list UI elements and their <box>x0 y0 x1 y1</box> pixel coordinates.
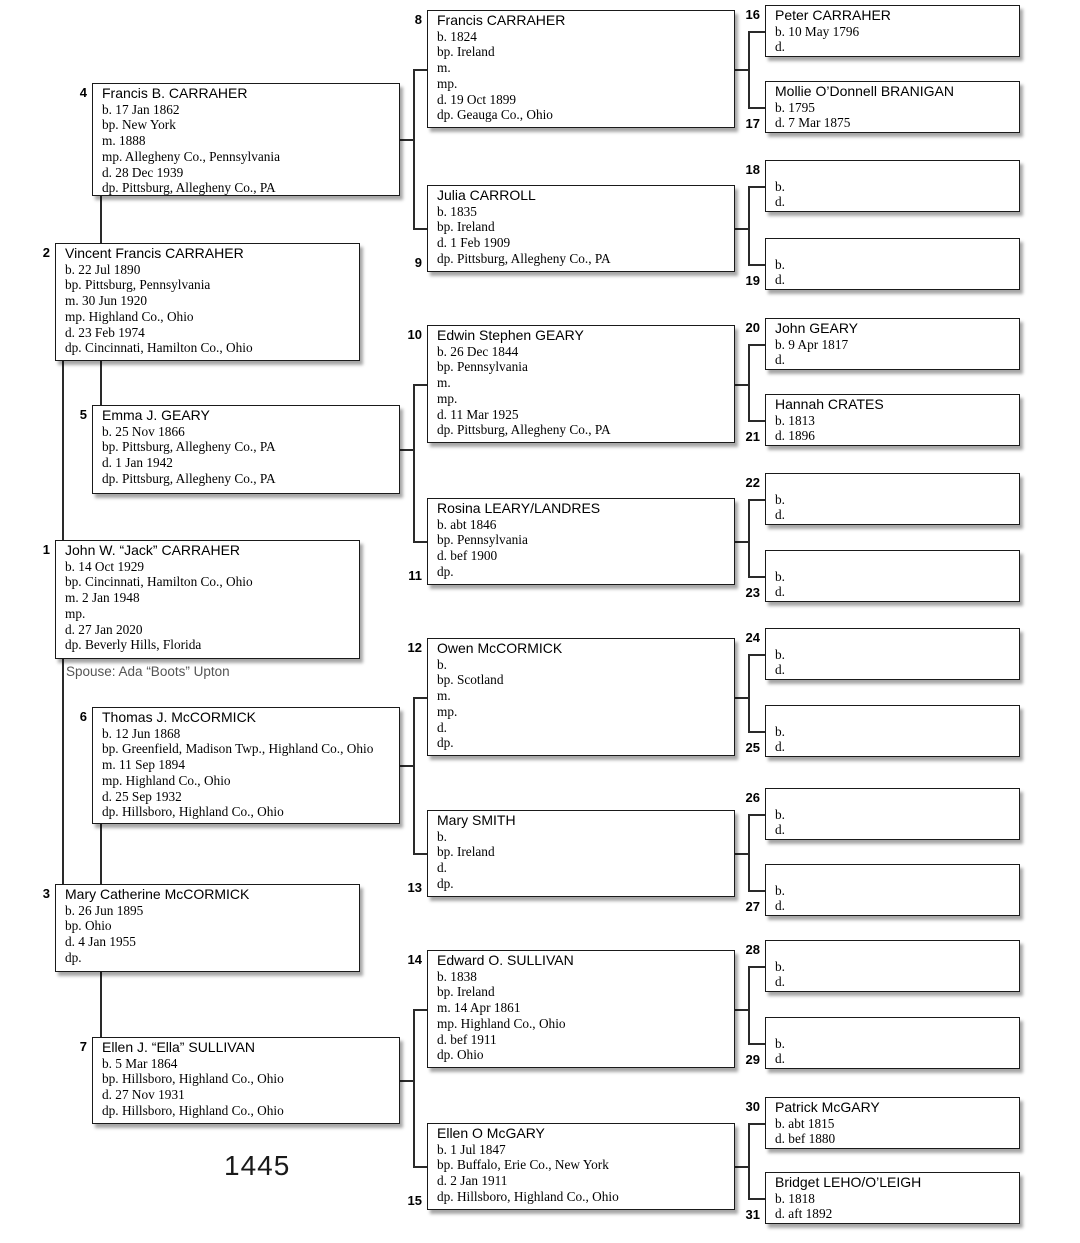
person-name <box>775 1020 1013 1036</box>
person-name: Mary SMITH <box>437 812 516 828</box>
connector-line <box>748 1198 765 1200</box>
person-detail: b. 1818 <box>775 1190 815 1206</box>
person-number-24: 24 <box>745 630 760 645</box>
person-box-3 <box>55 884 360 972</box>
person-detail: dp. <box>437 563 454 579</box>
person-number-19: 19 <box>745 273 760 288</box>
connector-line <box>413 1009 427 1011</box>
person-name <box>775 943 1013 959</box>
person-number-14: 14 <box>407 952 422 967</box>
connector-line <box>748 890 765 892</box>
person-detail: bp. Pennsylvania <box>437 532 528 548</box>
person-detail: d. aft 1892 <box>775 1206 833 1222</box>
connector-line <box>100 824 102 884</box>
person-detail: mp. Allegheny Co., Pennsylvania <box>102 148 281 164</box>
person-box-9 <box>427 185 735 272</box>
person-detail: dp. Hillsboro, Highland Co., Ohio <box>102 804 284 820</box>
person-detail: dp. <box>437 735 454 751</box>
person-name: Hannah CRATES <box>775 396 884 412</box>
connector-line <box>400 139 413 141</box>
person-detail: b. <box>775 256 785 272</box>
person-detail: d. 19 Oct 1899 <box>437 91 517 107</box>
connector-line <box>400 1080 413 1082</box>
connector-line <box>748 186 765 188</box>
person-detail: bp. Hillsboro, Highland Co., Ohio <box>102 1071 284 1087</box>
person-detail: b. 26 Jun 1895 <box>65 902 144 918</box>
person-detail: dp. Hillsboro, Highland Co., Ohio <box>102 1102 284 1118</box>
person-detail: d. 25 Sep 1932 <box>102 788 182 804</box>
person-detail: b. abt 1815 <box>775 1115 835 1131</box>
connector-line <box>748 1123 765 1125</box>
person-detail: b. <box>775 723 785 739</box>
connector-line <box>413 69 415 228</box>
person-detail: d. <box>775 974 785 990</box>
person-name: John W. “Jack” CARRAHER <box>65 542 241 558</box>
person-name: Julia CARROLL <box>437 187 536 203</box>
person-box-19 <box>765 238 1020 290</box>
person-detail: dp. Pittsburg, Allegheny Co., PA <box>437 250 611 266</box>
connector-line <box>748 31 750 107</box>
person-name: Rosina LEARY/LANDRES <box>437 500 601 516</box>
person-box-18 <box>765 160 1020 212</box>
person-name: John GEARY <box>775 320 859 336</box>
person-number-8: 8 <box>414 12 422 27</box>
person-detail: d. <box>775 822 785 838</box>
person-detail: b. <box>775 806 785 822</box>
person-detail: bp. Greenfield, Madison Twp., Highland Co., Ohio <box>102 741 374 757</box>
person-detail: b. <box>775 958 785 974</box>
person-name: Ellen O McGARY <box>437 1125 545 1141</box>
page-number: 1445 <box>224 1150 291 1181</box>
person-name <box>775 631 1013 647</box>
person-detail: bp. Buffalo, Erie Co., New York <box>437 1157 609 1173</box>
person-name: Bridget LEHO/O’LEIGH <box>775 1174 922 1190</box>
person-name: Vincent Francis CARRAHER <box>65 245 244 261</box>
person-detail: bp. Scotland <box>437 672 504 688</box>
person-detail: d. 27 Nov 1931 <box>102 1087 185 1103</box>
connector-line <box>413 1166 427 1168</box>
person-box-11 <box>427 498 735 585</box>
person-number-9: 9 <box>414 255 422 270</box>
person-detail: d. <box>775 507 785 523</box>
person-detail: b. 14 Oct 1929 <box>65 558 145 574</box>
person-detail: m. <box>437 375 451 391</box>
person-detail: dp. <box>437 875 454 891</box>
person-name: Mollie O’Donnell BRANIGAN <box>775 83 954 99</box>
person-detail: bp. New York <box>102 117 176 133</box>
person-name <box>775 791 1013 807</box>
person-number-25: 25 <box>745 740 760 755</box>
person-name: Edwin Stephen GEARY <box>437 327 584 343</box>
connector-line <box>400 449 413 451</box>
person-box-27 <box>765 864 1020 916</box>
person-box-2 <box>55 243 360 361</box>
person-number-22: 22 <box>745 475 760 490</box>
connector-line <box>735 69 748 71</box>
person-detail: b. <box>775 1035 785 1051</box>
person-box-21 <box>765 394 1020 446</box>
connector-line <box>735 228 748 230</box>
connector-line <box>413 1009 415 1166</box>
person-box-28 <box>765 940 1020 992</box>
person-detail: d. <box>775 662 785 678</box>
connector-line <box>748 966 765 968</box>
person-number-12: 12 <box>407 640 422 655</box>
person-number-6: 6 <box>79 709 87 724</box>
connector-line <box>413 697 427 699</box>
person-name <box>775 476 1013 492</box>
person-detail: m. 2 Jan 1948 <box>65 590 140 606</box>
person-name <box>775 867 1013 883</box>
person-box-16 <box>765 5 1020 57</box>
connector-line <box>735 1009 748 1011</box>
person-detail: b. 9 Apr 1817 <box>775 336 849 352</box>
person-detail: bp. Ohio <box>65 918 112 934</box>
person-detail: d. 1 Jan 1942 <box>102 455 173 471</box>
person-number-11: 11 <box>408 568 422 583</box>
person-detail: dp. Hillsboro, Highland Co., Ohio <box>437 1188 619 1204</box>
person-detail: b. <box>437 828 447 844</box>
person-detail: b. 25 Nov 1866 <box>102 423 185 439</box>
person-box-10 <box>427 325 735 443</box>
person-box-29 <box>765 1017 1020 1069</box>
connector-line <box>748 654 750 731</box>
person-detail: bp. Pittsburg, Pennsylvania <box>65 277 211 293</box>
connector-line <box>748 107 765 109</box>
person-detail: dp. Pittsburg, Allegheny Co., PA <box>102 180 276 196</box>
person-detail: m. <box>437 60 451 76</box>
person-detail: dp. Cincinnati, Hamilton Co., Ohio <box>65 340 253 356</box>
person-name <box>775 241 1013 257</box>
person-box-31 <box>765 1172 1020 1224</box>
connector-line <box>748 499 765 501</box>
person-detail: d. <box>437 719 447 735</box>
person-number-30: 30 <box>745 1099 760 1114</box>
person-detail: d. 2 Jan 1911 <box>437 1173 508 1189</box>
person-detail: d. 4 Jan 1955 <box>65 934 136 950</box>
connector-line <box>748 966 750 1043</box>
person-box-30 <box>765 1097 1020 1149</box>
person-name: Owen McCORMICK <box>437 640 563 656</box>
connector-line <box>735 1166 748 1168</box>
person-detail: d. <box>775 1051 785 1067</box>
person-number-16: 16 <box>745 7 760 22</box>
person-number-26: 26 <box>745 790 760 805</box>
spouse-note: Spouse: Ada “Boots” Upton <box>66 664 230 679</box>
person-detail: b. abt 1846 <box>437 516 497 532</box>
person-detail: b. 26 Dec 1844 <box>437 343 519 359</box>
person-detail: d. <box>775 352 785 368</box>
person-box-4 <box>92 83 400 196</box>
person-name: Patrick McGARY <box>775 1099 880 1115</box>
connector-line <box>62 361 64 540</box>
person-detail: bp. Ireland <box>437 219 495 235</box>
connector-line <box>413 384 427 386</box>
person-detail: dp. Ohio <box>437 1047 484 1063</box>
person-detail: d. <box>775 898 785 914</box>
connector-line <box>400 765 413 767</box>
person-detail: b. <box>775 568 785 584</box>
person-number-29: 29 <box>745 1052 760 1067</box>
person-detail: dp. Geauga Co., Ohio <box>437 107 553 123</box>
person-detail: b. 1 Jul 1847 <box>437 1141 506 1157</box>
person-detail: bp. Cincinnati, Hamilton Co., Ohio <box>65 574 253 590</box>
person-box-5 <box>92 405 400 494</box>
person-number-20: 20 <box>745 320 760 335</box>
person-detail: bp. Ireland <box>437 44 495 60</box>
person-detail: d. <box>775 194 785 210</box>
connector-line <box>100 971 102 1037</box>
person-box-20 <box>765 318 1020 370</box>
person-box-7 <box>92 1037 400 1124</box>
person-box-6 <box>92 707 400 824</box>
person-name: Francis CARRAHER <box>437 12 566 28</box>
person-name: Thomas J. McCORMICK <box>102 709 257 725</box>
person-number-5: 5 <box>79 407 87 422</box>
person-number-31: 31 <box>745 1207 760 1222</box>
connector-line <box>748 814 750 890</box>
person-detail: bp. Ireland <box>437 844 495 860</box>
person-detail: dp. <box>65 949 82 965</box>
person-detail: d. 1896 <box>775 428 815 444</box>
person-detail: b. 1835 <box>437 203 477 219</box>
connector-line <box>748 344 750 420</box>
person-detail: b. <box>437 656 447 672</box>
person-number-27: 27 <box>745 899 760 914</box>
person-number-7: 7 <box>79 1039 87 1054</box>
connector-line <box>748 654 765 656</box>
person-detail: b. <box>775 646 785 662</box>
person-number-15: 15 <box>407 1193 422 1208</box>
person-number-4: 4 <box>79 85 87 100</box>
person-detail: b. <box>775 178 785 194</box>
person-detail: bp. Pittsburg, Allegheny Co., PA <box>102 439 276 455</box>
connector-line <box>748 31 765 33</box>
person-box-24 <box>765 628 1020 680</box>
person-detail: b. 1795 <box>775 99 815 115</box>
person-box-14 <box>427 950 735 1068</box>
person-box-22 <box>765 473 1020 525</box>
person-detail: bp. Ireland <box>437 984 495 1000</box>
person-number-23: 23 <box>745 585 760 600</box>
connector-line <box>748 731 765 733</box>
person-name <box>775 163 1013 179</box>
connector-line <box>62 659 64 884</box>
person-name: Emma J. GEARY <box>102 407 210 423</box>
person-detail: mp. Highland Co., Ohio <box>102 772 231 788</box>
person-detail: d. 11 Mar 1925 <box>437 406 519 422</box>
connector-line <box>748 814 765 816</box>
person-number-17: 17 <box>745 116 760 131</box>
person-box-13 <box>427 810 735 897</box>
person-detail: mp. <box>437 75 458 91</box>
person-box-17 <box>765 81 1020 133</box>
person-detail: m. 11 Sep 1894 <box>102 757 185 773</box>
connector-line <box>413 697 415 853</box>
person-number-3: 3 <box>42 886 50 901</box>
connector-line <box>100 361 102 405</box>
person-number-13: 13 <box>407 880 422 895</box>
person-detail: b. 5 Mar 1864 <box>102 1055 178 1071</box>
person-name <box>775 553 1013 569</box>
person-detail: b. 22 Jul 1890 <box>65 261 141 277</box>
person-number-2: 2 <box>42 245 50 260</box>
person-detail: b. 1813 <box>775 412 815 428</box>
person-box-12 <box>427 638 735 756</box>
person-detail: dp. Pittsburg, Allegheny Co., PA <box>102 470 276 486</box>
person-detail: dp. Beverly Hills, Florida <box>65 637 202 653</box>
person-detail: d. <box>775 739 785 755</box>
person-detail: d. <box>437 860 447 876</box>
person-detail: dp. Pittsburg, Allegheny Co., PA <box>437 422 611 438</box>
connector-line <box>413 384 415 541</box>
connector-line <box>735 541 748 543</box>
person-name: Francis B. CARRAHER <box>102 85 248 101</box>
person-detail: bp. Pennsylvania <box>437 359 528 375</box>
connector-line <box>748 1043 765 1045</box>
person-name: Edward O. SULLIVAN <box>437 952 574 968</box>
connector-line <box>735 853 748 855</box>
person-detail: d. <box>775 584 785 600</box>
person-detail: mp. Highland Co., Ohio <box>437 1015 566 1031</box>
person-detail: d. 27 Jan 2020 <box>65 621 143 637</box>
person-number-21: 21 <box>745 429 760 444</box>
person-box-8 <box>427 10 735 128</box>
person-detail: d. <box>775 272 785 288</box>
person-number-10: 10 <box>407 327 422 342</box>
person-detail: mp. Highland Co., Ohio <box>65 308 194 324</box>
person-detail: d. bef 1911 <box>437 1031 497 1047</box>
person-detail: mp. <box>437 703 458 719</box>
connector-line <box>413 69 427 71</box>
person-name: Mary Catherine McCORMICK <box>65 886 250 902</box>
connector-line <box>100 196 102 243</box>
person-detail: d. bef 1900 <box>437 548 498 564</box>
person-detail: d. 7 Mar 1875 <box>775 115 851 131</box>
person-detail: d. 1 Feb 1909 <box>437 235 511 251</box>
person-box-15 <box>427 1123 735 1210</box>
person-name <box>775 708 1013 724</box>
person-detail: m. 1888 <box>102 133 146 149</box>
person-number-18: 18 <box>745 162 760 177</box>
person-detail: d. <box>775 39 785 55</box>
connector-line <box>748 344 765 346</box>
person-detail: b. <box>775 882 785 898</box>
connector-line <box>748 264 765 266</box>
person-name: Peter CARRAHER <box>775 7 891 23</box>
person-detail: d. bef 1880 <box>775 1131 836 1147</box>
person-number-1: 1 <box>42 542 50 557</box>
person-detail: b. <box>775 491 785 507</box>
person-box-25 <box>765 705 1020 757</box>
person-detail: b. 1824 <box>437 28 477 44</box>
person-detail: b. 17 Jan 1862 <box>102 101 180 117</box>
connector-line <box>413 228 427 230</box>
connector-line <box>748 186 750 264</box>
connector-line <box>748 576 765 578</box>
connector-line <box>748 420 765 422</box>
person-detail: b. 1838 <box>437 968 477 984</box>
person-detail: m. 14 Apr 1861 <box>437 1000 521 1016</box>
person-detail: m. <box>437 688 451 704</box>
person-detail: b. 10 May 1796 <box>775 23 860 39</box>
connector-line <box>413 541 427 543</box>
person-name: Ellen J. “Ella” SULLIVAN <box>102 1039 256 1055</box>
person-detail: b. 12 Jun 1868 <box>102 725 181 741</box>
person-detail: d. 28 Dec 1939 <box>102 164 184 180</box>
connector-line <box>735 697 748 699</box>
person-number-28: 28 <box>745 942 760 957</box>
person-detail: mp. <box>65 605 86 621</box>
connector-line <box>748 499 750 576</box>
person-detail: d. 23 Feb 1974 <box>65 324 145 340</box>
person-detail: mp. <box>437 390 458 406</box>
person-box-26 <box>765 788 1020 840</box>
connector-line <box>748 1123 750 1198</box>
connector-line <box>413 853 427 855</box>
person-detail: m. 30 Jun 1920 <box>65 293 148 309</box>
person-box-1 <box>55 540 360 659</box>
person-box-23 <box>765 550 1020 602</box>
connector-line <box>735 384 748 386</box>
